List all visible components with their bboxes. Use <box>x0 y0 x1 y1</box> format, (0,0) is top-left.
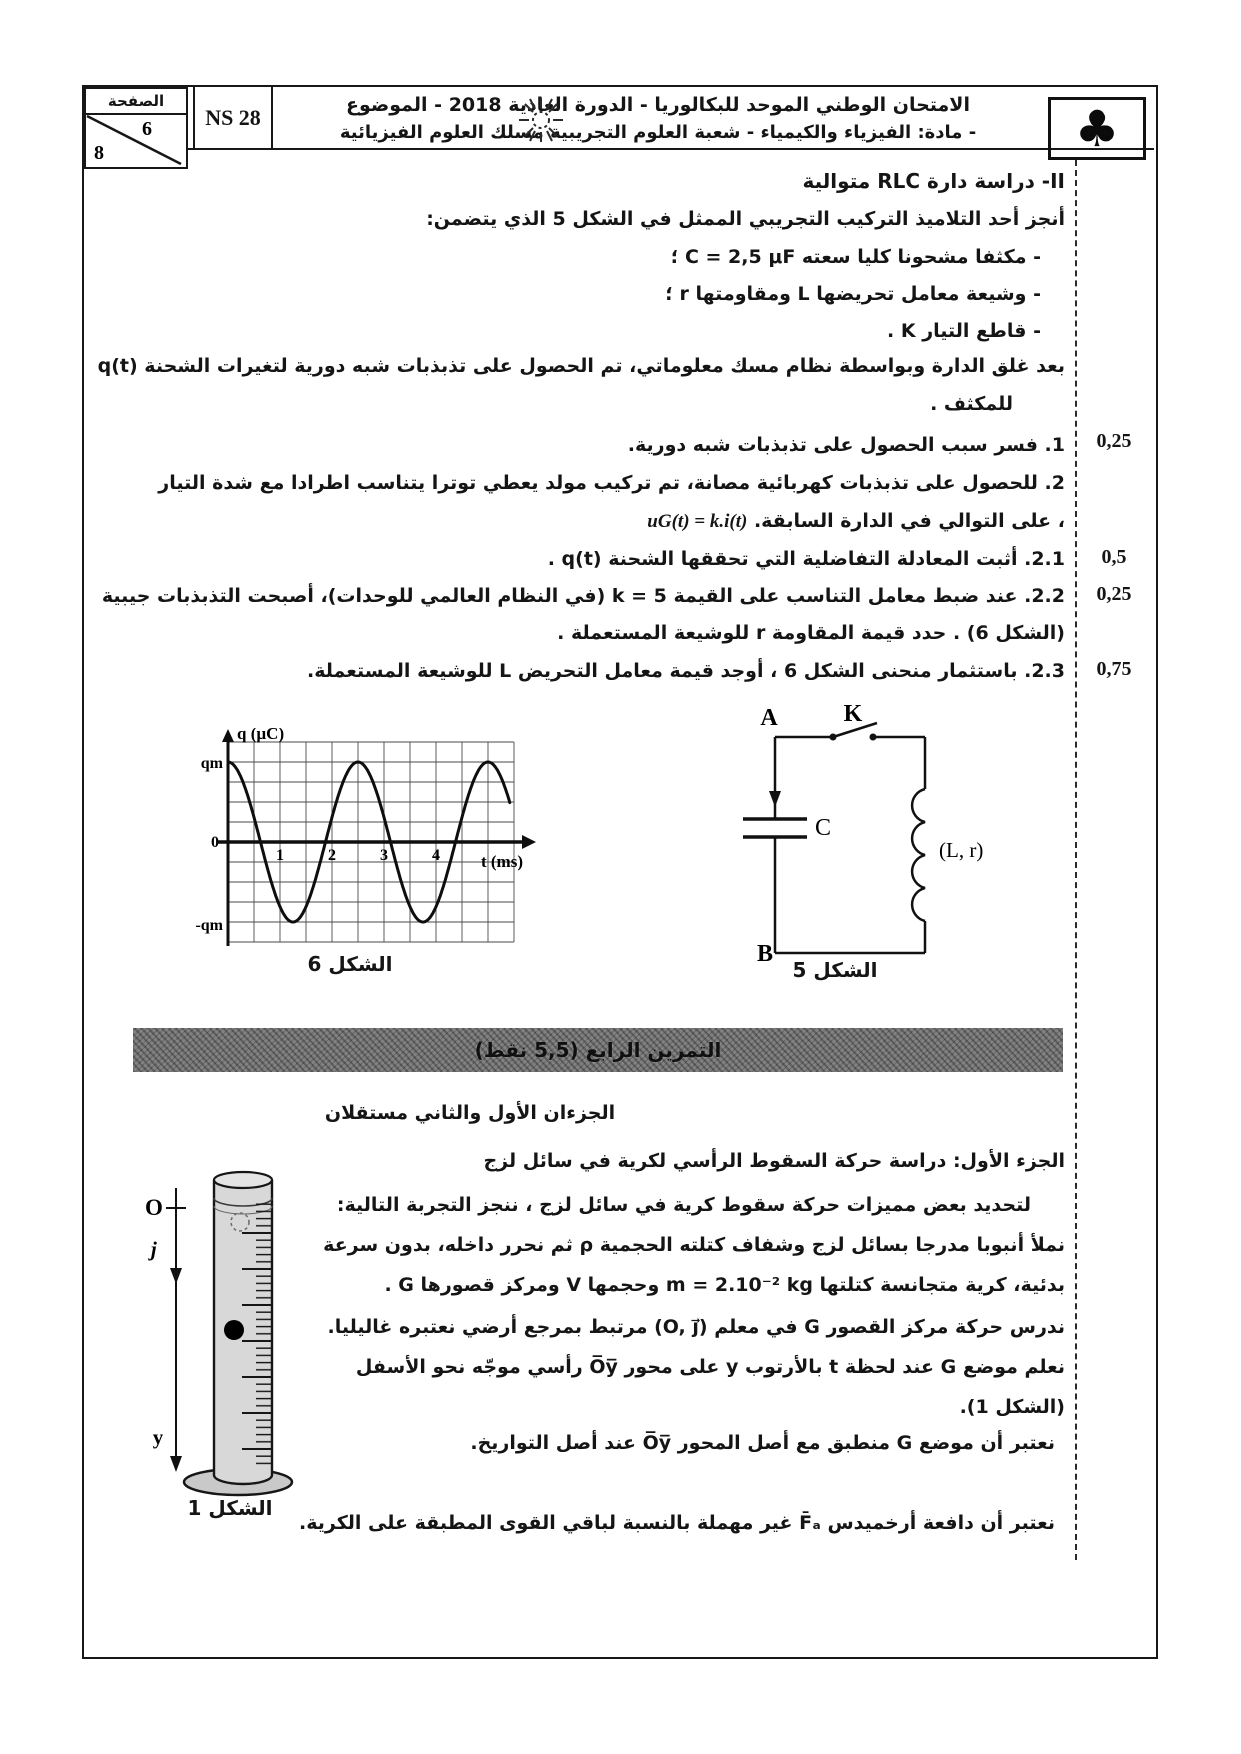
svg-text:4: 4 <box>432 847 440 864</box>
score-separator-line <box>1075 160 1077 1560</box>
page-current: 6 <box>142 118 152 140</box>
sun-doodle-icon <box>512 92 570 152</box>
y-axis-arrow <box>222 729 234 742</box>
part2-bullet-coil: - وشيعة معامل تحريضها L ومقاومتها r ؛ <box>665 283 1041 305</box>
score-q21: 0,5 <box>1101 546 1127 568</box>
part1-line1: لتحديد بعض مميزات حركة سقوط كرية في سائل لزج ، ننجز التجربة التالية: <box>336 1194 1031 1216</box>
figure1-caption: الشكل 1 <box>187 1496 273 1520</box>
question-2-2-line2: (الشكل 6) . حدد قيمة المقاومة r للوشيعة المستعملة . <box>557 622 1065 644</box>
capacitor-C-label: C <box>815 815 832 841</box>
question-2-line2 <box>647 508 1065 535</box>
svg-text:0: 0 <box>211 834 219 851</box>
exam-title <box>288 91 1028 149</box>
cylinder-mouth <box>214 1172 272 1188</box>
svg-text:qm: qm <box>200 755 223 772</box>
part1-line7: نعتبر أن موضع G منطبق مع أصل المحور O̅y̅ عند أصل التواريخ. <box>470 1432 1055 1454</box>
svg-text:-qm: -qm <box>195 917 223 934</box>
figure5-circuit <box>685 697 985 997</box>
part2-bullet-switch: - قاطع التيار K . <box>887 320 1041 342</box>
score-q1: 0,25 <box>1096 430 1132 452</box>
page-number-box <box>84 87 188 169</box>
part1-line6: (الشكل 1). <box>959 1396 1065 1418</box>
part2-paragraph: بعد غلق الدارة وبواسطة نظام مسك معلوماتي، تم الحصول على تذبذبات شبه دورية لتغيرات الشحنة q(t) <box>97 355 1065 377</box>
page-fraction <box>86 115 182 165</box>
part2-heading: II- دراسة دارة RLC متوالية <box>802 169 1065 193</box>
coil-symbol <box>912 789 925 921</box>
oy-axis-arrow <box>170 1456 182 1472</box>
generator-formula: uG(t) = k.i(t) <box>647 511 748 532</box>
figure6-caption: الشكل 6 <box>307 952 393 976</box>
part1-line4: ندرس حركة مركز القصور G في معلم (O, j⃗) مرتبط بمرجع أرضي نعتبره غاليليا. <box>327 1316 1065 1338</box>
club-symbol-icon: ♣ <box>1048 97 1146 160</box>
figure1-cylinder <box>118 1158 348 1498</box>
coil-Lr-label: (L, r) <box>939 838 984 862</box>
score-q23: 0,75 <box>1096 658 1132 680</box>
node-B-label: B <box>756 941 774 967</box>
switch-K-label: K <box>843 701 863 727</box>
chart-labels <box>195 728 523 934</box>
part1-line5: نعلم موضع G عند لحظة t بالأرتوب y على محور O̅y̅ رأسي موجّه نحو الأسفل <box>355 1356 1065 1378</box>
question-2-1: 2.1. أثبت المعادلة التفاضلية التي تحققها الشحنة q(t) . <box>547 548 1065 570</box>
exercise4-banner-text: التمرين الرابع (5,5 نقط) <box>474 1038 722 1062</box>
switch-contact-left <box>830 734 837 741</box>
part1-line8: نعتبر أن دافعة أرخميدس F̄ₐ غير مهملة بالنسبة لباقي القوى المطبقة على الكرية. <box>299 1512 1055 1534</box>
exam-title-line2: - مادة: الفيزياء والكيمياء - شعبة العلوم التجريبية مسلك العلوم الفيزيائية <box>339 122 977 143</box>
exam-code-box <box>193 87 273 148</box>
svg-text:3: 3 <box>380 847 388 864</box>
question-2-tail: ، على التوالي في الدارة السابقة. <box>753 510 1065 532</box>
question-2-3: 2.3. باستثمار منحنى الشكل 6 ، أوجد قيمة معامل التحريض L للوشيعة المستعملة. <box>307 660 1065 682</box>
y-axis-label: y <box>152 1425 164 1449</box>
x-axis-arrow <box>522 835 536 849</box>
figure5-caption: الشكل 5 <box>792 958 878 982</box>
page-total: 8 <box>94 142 104 164</box>
exam-code: NS 28 <box>205 104 261 130</box>
j-vector-label: j⃗ <box>150 1237 174 1261</box>
page-label: الصفحة <box>86 89 186 115</box>
current-arrow <box>769 791 781 807</box>
falling-ball <box>224 1320 244 1340</box>
svg-text:q (µC): q (µC) <box>237 728 285 743</box>
exam-title-line1: الامتحان الوطني الموحد للبكالوريا - الدورة العادية 2018 - الموضوع <box>346 94 970 116</box>
parts-independent-note: الجزءان الأول والثاني مستقلان <box>324 1102 616 1124</box>
exercise4-banner <box>133 1028 1063 1072</box>
origin-O-label: O <box>145 1195 163 1220</box>
part1-line3: بدئية، كرية متجانسة كتلتها m = 2.10⁻² kg وحجمها V ومركز قصورها G . <box>384 1274 1065 1296</box>
svg-text:t (ms): t (ms) <box>480 852 524 871</box>
question-2-line1: 2. للحصول على تذبذبات كهربائية مصانة، تم تركيب مولد يعطي توترا يتناسب اطرادا مع شدة التيار <box>158 472 1065 494</box>
part2-bullet-capacitor: - مكثفا مشحونا كليا سعته C = 2,5 μF ؛ <box>670 246 1041 268</box>
svg-text:1: 1 <box>276 847 284 864</box>
figure6-chart <box>195 728 560 963</box>
svg-text:2: 2 <box>328 847 336 864</box>
question-1: 1. فسر سبب الحصول على تذبذبات شبه دورية. <box>627 434 1065 456</box>
part2-paragraph-cont: للمكثف . <box>930 393 1013 415</box>
question-2-2-line1: 2.2. عند ضبط معامل التناسب على القيمة k = 5 (في النظام العالمي للوحدات)، أصبحت التذبذبات جيبية <box>101 585 1065 607</box>
node-A-label: A <box>760 705 778 731</box>
switch-contact-right <box>870 734 877 741</box>
ruler-ticks-major <box>242 1202 271 1468</box>
j-vector-arrow <box>170 1268 182 1284</box>
part2-intro: أنجز أحد التلاميذ التركيب التجريبي الممثل في الشكل 5 الذي يتضمن: <box>426 208 1065 230</box>
part1-line2: نملأ أنبوبا مدرجا بسائل لزج وشفاف كتلته الحجمية ρ ثم نحرر داخله، بدون سرعة <box>323 1234 1065 1256</box>
score-q22: 0,25 <box>1096 583 1132 605</box>
part1-heading: الجزء الأول: دراسة حركة السقوط الرأسي لكرية في سائل لزج <box>483 1150 1065 1172</box>
